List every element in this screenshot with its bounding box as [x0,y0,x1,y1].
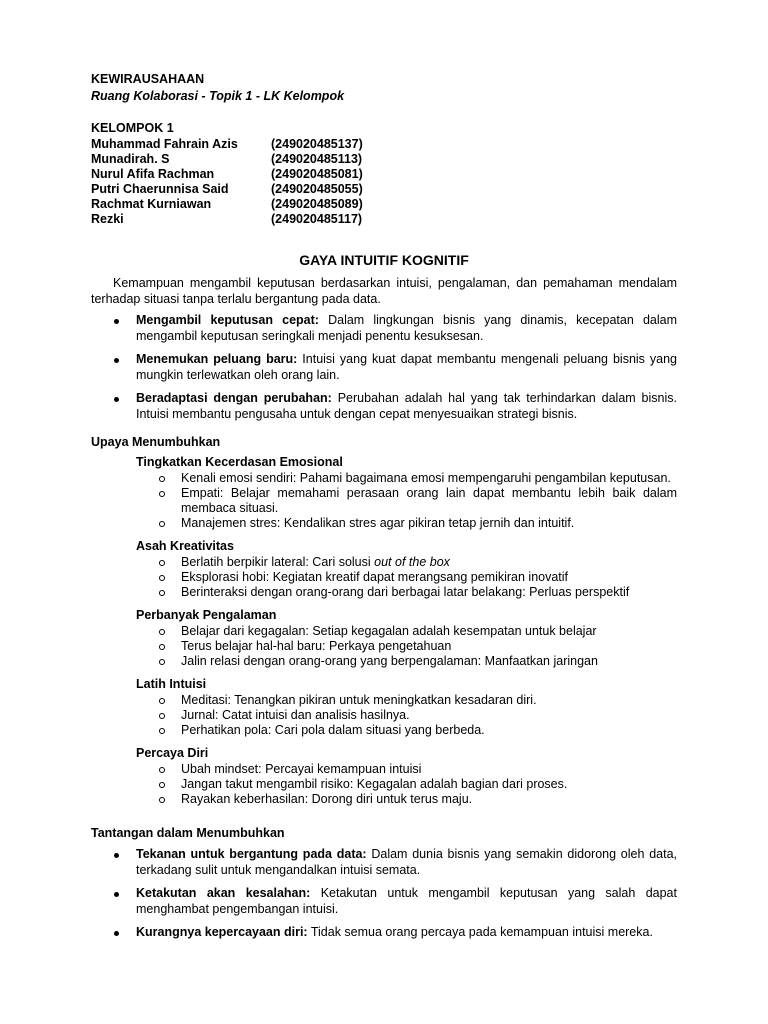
member-name: Munadirah. S [91,152,170,166]
circle-bullet-icon [159,560,165,566]
bullet-icon [114,358,119,363]
item-term: Mengambil keputusan cepat: [136,313,319,327]
list-item [91,847,677,878]
item-text: Terus belajar hal-hal baru: Perkaya pengetahuan [181,639,452,653]
circle-bullet-icon [159,782,165,788]
circle-bullet-icon [159,713,165,719]
item-text: Jurnal: Catat intuisi dan analisis hasilnya. [181,708,410,722]
bullet-icon [114,892,119,897]
sublist [91,762,677,807]
item-text: Berlatih berpikir lateral: Cari solusi [181,555,375,569]
sublist [91,471,677,531]
subject-title: KEWIRAUSAHAAN [91,72,205,86]
list-item [91,925,677,941]
sublist [91,693,677,738]
circle-bullet-icon [159,728,165,734]
item-text: Empati: Belajar memahami perasaan orang lain dapat membantu lebih baik dalam membaca situasi. [181,486,677,515]
document-title: GAYA INTUITIF KOGNITIF [299,252,469,268]
item-text: Berinteraksi dengan orang-orang dari berbagai latar belakang: Perluas perspektif [181,585,630,599]
subsection-heading: Percaya Diri [136,746,209,760]
item-term: Beradaptasi dengan perubahan: [136,391,332,405]
list-item [91,391,677,422]
item-text: Manajemen stres: Kendalikan stres agar pikiran tetap jernih dan intuitif. [181,516,575,530]
list-item [91,516,677,531]
item-text: Eksplorasi hobi: Kegiatan kreatif dapat merangsang pemikiran inovatif [181,570,569,584]
item-term: Tekanan untuk bergantung pada data: [136,847,367,861]
circle-bullet-icon [159,644,165,650]
circle-bullet-icon [159,797,165,803]
item-text: Rayakan keberhasilan: Dorong diri untuk terus maju. [181,792,473,806]
item-term: Menemukan peluang baru: [136,352,298,366]
group-block [91,120,677,227]
list-item [91,708,677,723]
list-item [91,471,677,486]
member-id: (249020485117) [271,212,363,226]
list-item [91,486,677,516]
circle-bullet-icon [159,575,165,581]
list-item [91,570,677,585]
bullet-icon [114,397,119,402]
circle-bullet-icon [159,629,165,635]
section-heading-tantangan: Tantangan dalam Menumbuhkan [91,826,285,840]
circle-bullet-icon [159,491,165,497]
item-text: Intuisi yang kuat dapat membantu mengenali peluang bisnis yang mungkin terlewatkan oleh orang lain. [136,352,677,382]
bullet-icon [114,319,119,324]
bullet-icon [114,853,119,858]
item-text: Ubah mindset: Percayai kemampuan intuisi [181,762,422,776]
benefits-list [91,313,677,422]
member-name: Muhammad Fahrain Azis [91,137,238,151]
member-row [91,212,677,227]
member-id: (249020485113) [271,152,363,166]
item-text: Perubahan adalah hal yang tak terhindarkan dalam bisnis. Intuisi membantu pengusaha untuk dengan cepat menyesuaikan strategi bisnis. [136,391,677,421]
member-row [91,197,677,212]
list-item [91,777,677,792]
member-row [91,152,677,167]
circle-bullet-icon [159,659,165,665]
challenges-list [91,847,677,941]
list-item [91,723,677,738]
circle-bullet-icon [159,476,165,482]
list-item [91,585,677,600]
sublist [91,624,677,669]
course-subtitle: Ruang Kolaborasi - Topik 1 - LK Kelompok [91,89,345,103]
group-name: KELOMPOK 1 [91,121,174,135]
list-item [91,639,677,654]
member-name: Putri Chaerunnisa Said [91,182,229,196]
list-item [91,693,677,708]
subsection-heading: Perbanyak Pengalaman [136,608,277,622]
subsection-heading: Latih Intuisi [136,677,207,691]
member-row [91,182,677,197]
bullet-icon [114,931,119,936]
list-item [91,886,677,917]
member-row [91,167,677,182]
item-text: Tidak semua orang percaya pada kemampuan intuisi mereka. [307,925,653,939]
item-text-italic: out of the box [374,555,450,569]
item-term: Kurangnya kepercayaan diri: [136,925,308,939]
item-text: Belajar dari kegagalan: Setiap kegagalan adalah kesempatan untuk belajar [181,624,597,638]
item-text: Kenali emosi sendiri: Pahami bagaimana emosi mempengaruhi pengambilan keputusan. [181,471,671,485]
item-text: Ketakutan untuk mengambil keputusan yang salah dapat menghambat pengembangan intuisi. [136,886,677,916]
section-heading-upaya: Upaya Menumbuhkan [91,435,221,449]
circle-bullet-icon [159,767,165,773]
list-item [91,624,677,639]
list-item [91,792,677,807]
list-item [91,654,677,669]
member-id: (249020485137) [271,137,363,151]
item-text: Meditasi: Tenangkan pikiran untuk meningkatkan kesadaran diri. [181,693,537,707]
member-name: Rachmat Kurniawan [91,197,212,211]
list-item [91,762,677,777]
member-id: (249020485081) [271,167,363,181]
subsection-heading: Tingkatkan Kecerdasan Emosional [136,455,343,469]
item-text: Perhatikan pola: Cari pola dalam situasi yang berbeda. [181,723,485,737]
member-name: Rezki [91,212,124,226]
member-row [91,137,677,152]
item-text: Dalam lingkungan bisnis yang dinamis, kecepatan dalam mengambil keputusan seringkali menjadi penentu kesuksesan. [136,313,677,343]
item-text: Jangan takut mengambil risiko: Kegagalan adalah bagian dari proses. [181,777,568,791]
list-item [91,313,677,344]
list-item [91,555,677,570]
sublist [91,555,677,600]
item-term: Ketakutan akan kesalahan: [136,886,311,900]
item-text: Jalin relasi dengan orang-orang yang berpengalaman: Manfaatkan jaringan [181,654,598,668]
member-name: Nurul Afifa Rachman [91,167,215,181]
item-text: Dalam dunia bisnis yang semakin didorong oleh data, terkadang sulit untuk mengandalkan intuisi semata. [136,847,677,877]
circle-bullet-icon [159,521,165,527]
circle-bullet-icon [159,698,165,704]
list-item [91,352,677,383]
member-id: (249020485089) [271,197,363,211]
subsection-heading: Asah Kreativitas [136,539,234,553]
intro-paragraph: Kemampuan mengambil keputusan berdasarkan intuisi, pengalaman, dan pemahaman mendalam terhadap situasi tanpa terlalu bergantung pada data. [91,276,677,306]
member-id: (249020485055) [271,182,363,196]
circle-bullet-icon [159,590,165,596]
